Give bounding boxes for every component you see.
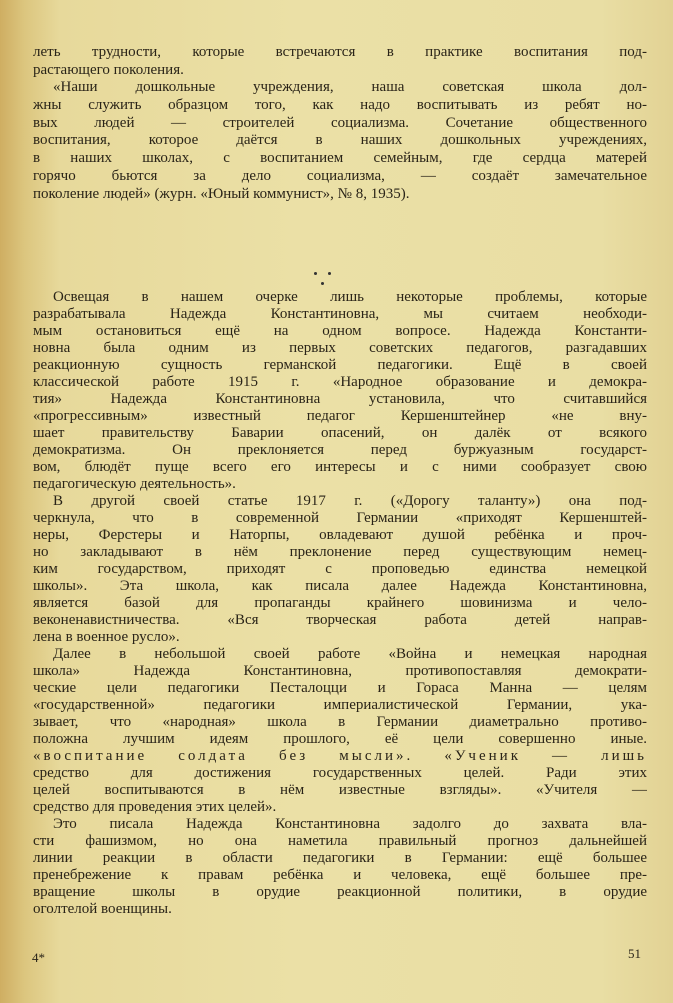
text-line: Это писала Надежда Константиновна задолго до захвата вла- [53, 816, 647, 832]
text-line: но закладывают в нём преклонение перед существующим немец- [33, 544, 647, 560]
separator-dot [314, 272, 317, 275]
text-line: Далее в небольшой своей работе «Война и немецкая народная [53, 646, 647, 662]
paragraph [33, 79, 647, 203]
text-line: школа» Надежда Константиновна, противопоставляя демократи- [33, 663, 647, 679]
text-line: оголтелой военщины. [33, 901, 172, 917]
text-line: пренебрежение к правам ребёнка и человека, ещё большее пре- [33, 867, 647, 883]
text-line: разрабатывала Надежда Константиновна, мы считаем необходи- [33, 306, 647, 322]
text-line: средство для достижения государственных целей. Ради этих [33, 765, 647, 781]
text-line: классической работе 1915 г. «Народное образование и демокра- [33, 374, 647, 390]
paragraph [33, 816, 647, 918]
text-line: «государственной» педагогики империалистической Германии, ука- [33, 697, 647, 713]
text-line: ким государством, приходят с проповедью единства немецкой [33, 561, 647, 577]
text-line: Освещая в нашем очерке лишь некоторые проблемы, которые [53, 289, 647, 305]
text-line: поколение людей» (журн. «Юный коммунист», № 8, 1935). [33, 185, 410, 202]
text-line: зывает, что «народная» школа в Германии диаметрально противо- [33, 714, 647, 730]
text-line: «Наши дошкольные учреждения, наша советская школа дол- [53, 79, 647, 96]
text-line: в наших школах, с воспитанием семейным, где сердца матерей [33, 150, 647, 167]
paragraph [33, 44, 647, 79]
text-line: В другой своей статье 1917 г. («Дорогу таланту») она под- [53, 493, 647, 509]
text-line: веконенавистничества. «Вся творческая работа детей направ- [33, 612, 647, 628]
text-line: лена в военное русло». [33, 629, 180, 645]
text-line: вых людей — строителей социализма. Сочетание общественного [33, 114, 647, 131]
text-line: вом, блюдёт пуще всего его интересы и с ними сообразует свою [33, 459, 647, 475]
text-line: реакционную сущность германской педагогики. Ещё в своей [33, 357, 647, 373]
text-line: горячо бьются за дело социализма, — создаёт замечательное [33, 167, 647, 184]
text-line: «прогрессивным» известный педагог Кершенштейнер «не вну- [33, 408, 647, 424]
text-line: мым остановиться ещё на одном вопросе. Надежда Константи- [33, 323, 647, 339]
text-line: шает правительству Баварии опасений, он далёк от всякого [33, 425, 647, 441]
text-line: вращение школы в орудие реакционной политики, в орудие [33, 884, 647, 900]
text-line: средство для проведения этих целей». [33, 799, 277, 815]
separator-dot [328, 272, 331, 275]
text-line: целей воспитываются в нём известные взгляды». «Учителя — [33, 782, 647, 798]
main-section [33, 289, 647, 918]
paragraph [33, 493, 647, 646]
text-line: новна была одним из первых советских педагогов, разгадавших [33, 340, 647, 356]
text-line: линии реакции в области педагогики в Германии: ещё большее [33, 850, 647, 866]
text-line: жны служить образцом того, как надо воспитывать из ребят но- [33, 97, 647, 114]
text-line: «воспитание солдата без мысли». «Ученик — лишь [33, 748, 647, 764]
text-line: положна лучшим идеям прошлого, её цели совершенно иные. [33, 731, 647, 747]
text-line: неры, Ферстеры и Наторпы, овладевают душой ребёнка и проч- [33, 527, 647, 543]
text-line: лeть трудности, которые встречаются в практике воспитания под- [33, 44, 647, 60]
text-line: педагогическую деятельность». [33, 476, 236, 492]
text-line: демократизма. Он преклоняется перед буржуазным государст- [33, 442, 647, 458]
quote-section [33, 44, 647, 203]
section-separator [312, 270, 352, 290]
signature-mark: 4* [32, 950, 45, 965]
separator-dot [321, 282, 324, 285]
page-number: 51 [628, 946, 641, 961]
text-line: ческие цели педагогики Песталоцци и Гораса Манна — целям [33, 680, 647, 696]
text-line: является базой для пропаганды крайнего шовинизма и чело- [33, 595, 647, 611]
text-line: школы». Эта школа, как писала далее Надежда Константиновна, [33, 578, 647, 594]
text-line: сти фашизмом, но она наметила правильный прогноз дальнейшей [33, 833, 647, 849]
text-line: воспитания, которое даётся в наших дошкольных учреждениях, [33, 132, 647, 149]
text-line: тия» Надежда Константиновна установила, что считавшийся [33, 391, 647, 407]
paragraph [33, 646, 647, 816]
paragraph [33, 289, 647, 493]
text-line: растающего поколения. [33, 61, 184, 78]
text-line: черкнула, что в современной Германии «приходят Кершенштей- [33, 510, 647, 526]
